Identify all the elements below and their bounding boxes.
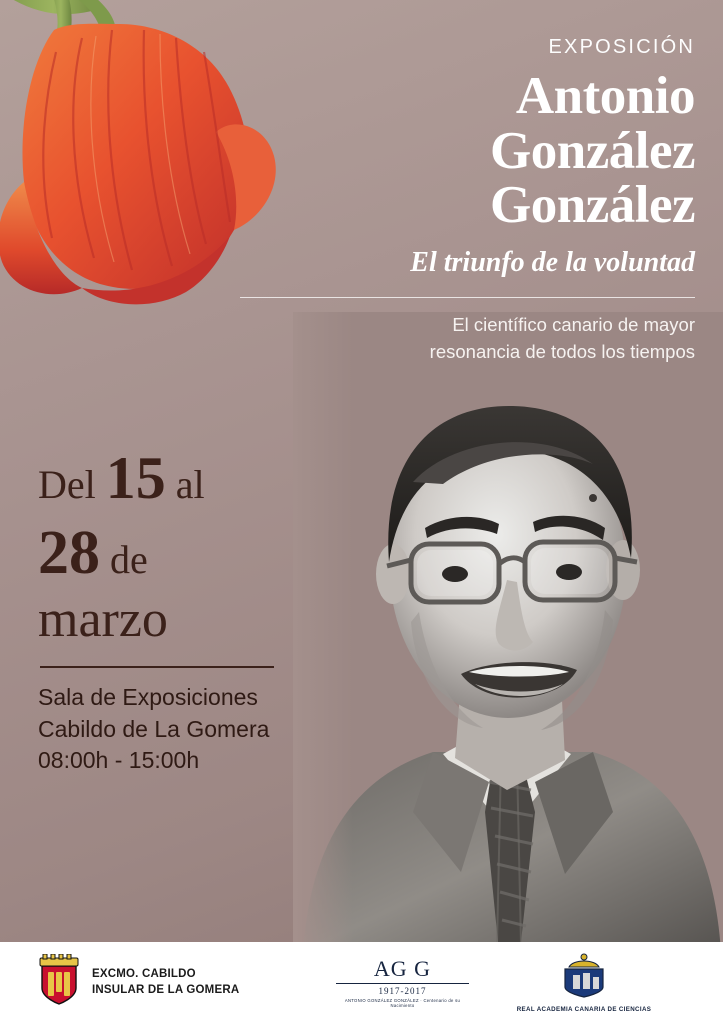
cabildo-logo-text [92,967,239,998]
date-month: marzo [38,591,168,648]
person-name-line-3: González [490,176,695,235]
agg-years: 1917-2017 [336,983,469,996]
date-line-2 [38,519,318,587]
exhibition-kicker: EXPOSICIÓN [548,36,695,58]
date-prefix: Del [38,462,106,507]
date-divider [40,666,274,668]
cabildo-text-line-2: INSULAR DE LA GOMERA [92,984,240,996]
date-end-number: 28 [38,519,100,587]
cabildo-text-line-1: EXCMO. CABILDO [92,968,196,981]
poster-header [240,36,695,365]
header-divider [240,297,695,298]
person-name-line-1: Antonio [515,67,695,125]
date-line-1 [38,445,318,511]
academy-name: REAL ACADEMIA CANARIA DE CIENCIAS [516,1006,652,1013]
poster-footer [0,942,723,1024]
date-start-number: 15 [105,445,166,511]
date-month-connector: de [100,537,148,582]
portrait-photo-antonio-gonzalez [293,312,723,952]
date-venue-block [38,445,318,777]
venue-line-2: Cabildo de La Gomera [38,715,270,742]
cabildo-shield-icon [36,954,82,1013]
date-connector: al [165,462,205,507]
agg-monogram: AG G [373,956,432,981]
venue-hours: 08:00h - 15:00h [38,747,200,774]
exhibition-subtitle: El triunfo de la voluntad [410,246,695,278]
venue-line-1: Sala de Exposiciones [38,684,258,710]
cabildo-logo-group [36,954,336,1013]
royal-crest-icon [553,953,615,1004]
agg-subtext: ANTONIO GONZÁLEZ GONZÁLEZ · Centenario de su Nacimiento [344,998,461,1008]
person-name-line-2: González [490,121,695,180]
tagline-line-1: El científico canario de mayor [452,313,695,335]
academy-logo-group [469,953,699,1013]
tagline-line-2: resonancia de todos los tiempos [429,340,695,362]
agg-centenary-logo [336,958,469,1008]
